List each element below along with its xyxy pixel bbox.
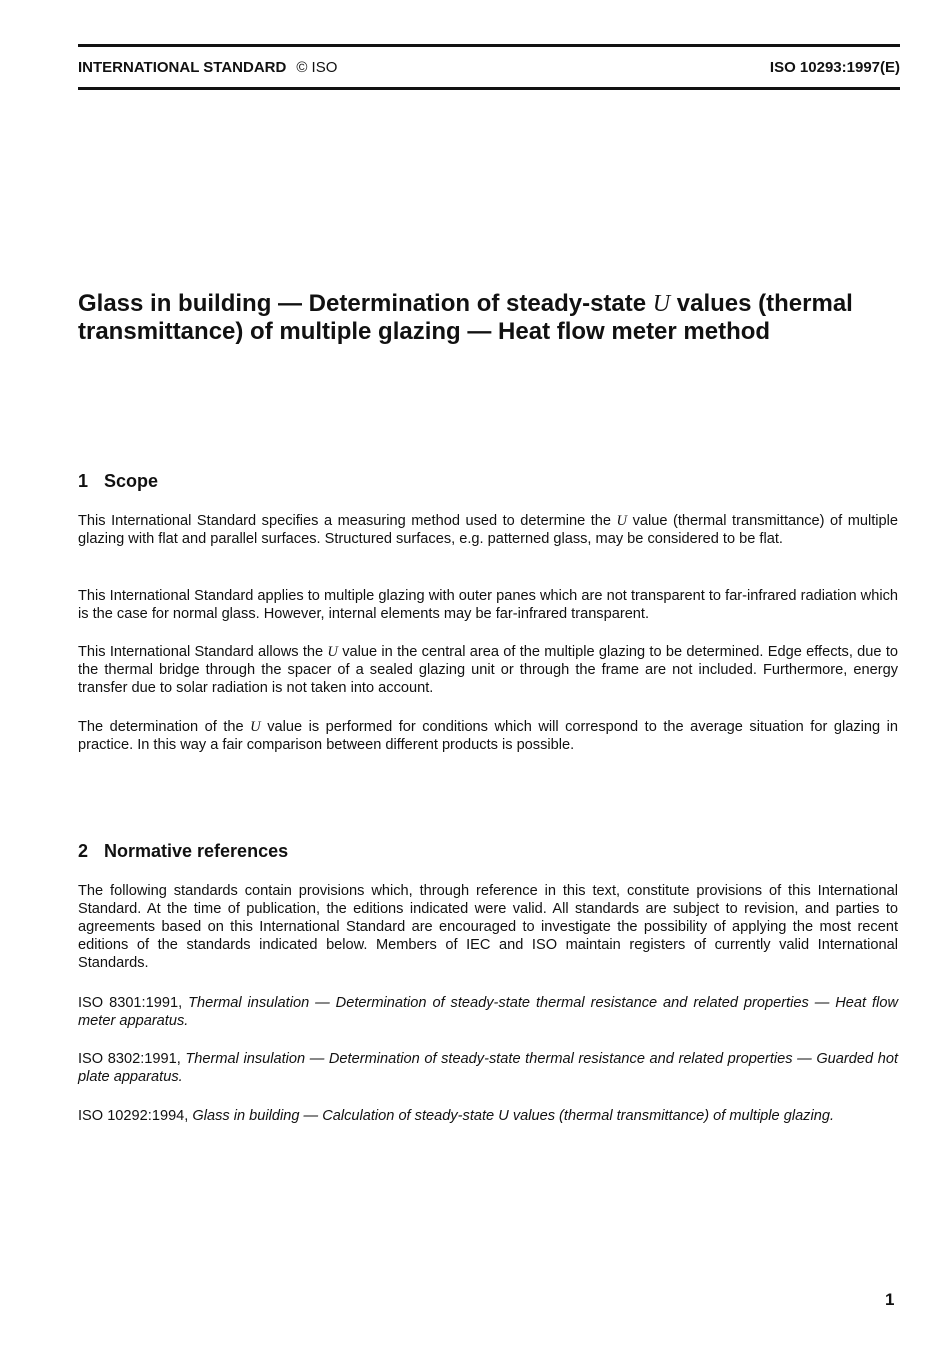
title-part-2: values (thermal transmittance) of multiple glazing — Heat flow meter method — [78, 290, 853, 345]
section-number: 2 — [78, 841, 89, 861]
reference-item — [78, 1107, 898, 1125]
section-heading-scope — [78, 470, 158, 492]
title-part-1: Glass in building — Determination of steady-state — [78, 290, 653, 317]
header-left — [78, 58, 337, 78]
header-bottom-rule — [78, 87, 900, 90]
scope-paragraph-1: This International Standard specifies a measuring method used to determine the U value (thermal transmittance) of multiple glazing with flat and parallel surfaces. Structured surfaces, e.g. patterned glass, may be considered to be flat. — [78, 513, 898, 547]
reference-id: ISO 10292:1994, — [78, 1108, 193, 1124]
reference-id: ISO 8301:1991, — [78, 995, 189, 1011]
standard-label: INTERNATIONAL STANDARD — [78, 59, 287, 76]
normative-intro-paragraph: The following standards contain provisions which, through reference in this text, constitute provisions of this International Standard. At the time of publication, the editions indicated were valid. All standards are subject to revision, and parties to agreements based on this International Standard are encouraged to investigate the possibility of applying the most recent editions of the standards indicated below. Members of IEC and ISO maintain registers of currently valid International Standards. — [78, 883, 898, 971]
reference-item — [78, 1050, 898, 1086]
scope-paragraph-3: This International Standard allows the U value in the central area of the multiple glazing to be determined. Edge effects, due to the thermal bridge through the spacer of a sealed glazing unit or through the frame are not included. Furthermore, energy transfer due to solar radiation is not taken into account. — [78, 644, 898, 696]
section-title: Normative references — [104, 841, 289, 861]
section-heading-normative-references — [78, 840, 288, 862]
reference-item — [78, 994, 898, 1030]
section-number: 1 — [78, 471, 89, 491]
u-symbol: U — [250, 719, 261, 735]
scope-paragraph-4: The determination of the U value is performed for conditions which will correspond to the average situation for glazing in practice. In this way a fair comparison between different products is possible. — [78, 719, 898, 753]
copyright-notice: © ISO — [296, 59, 338, 76]
reference-id: ISO 8302:1991, — [78, 1051, 186, 1067]
title-u-symbol: U — [652, 291, 671, 317]
u-symbol: U — [616, 513, 628, 529]
reference-title: Glass in building — Calculation of steady-state U values (thermal transmittance) of multiple glazing. — [192, 1108, 835, 1124]
reference-title: Thermal insulation — Determination of steady-state thermal resistance and related properties — Guarded hot plate apparatus. — [78, 1051, 898, 1085]
running-header — [78, 58, 900, 80]
section-title: Scope — [104, 471, 159, 491]
header-top-rule — [78, 44, 900, 47]
scope-paragraph-2: This International Standard applies to multiple glazing with outer panes which are not transparent to far-infrared radiation which is the case for normal glass. However, internal elements may be far-infrared transparent. — [78, 588, 898, 622]
page-number: 1 — [885, 1290, 895, 1309]
reference-title: Thermal insulation — Determination of steady-state thermal resistance and related properties — Heat flow meter apparatus. — [78, 995, 898, 1029]
u-symbol: U — [327, 644, 338, 660]
document-title — [78, 290, 868, 346]
document-id: ISO 10293:1997(E) — [769, 59, 900, 76]
